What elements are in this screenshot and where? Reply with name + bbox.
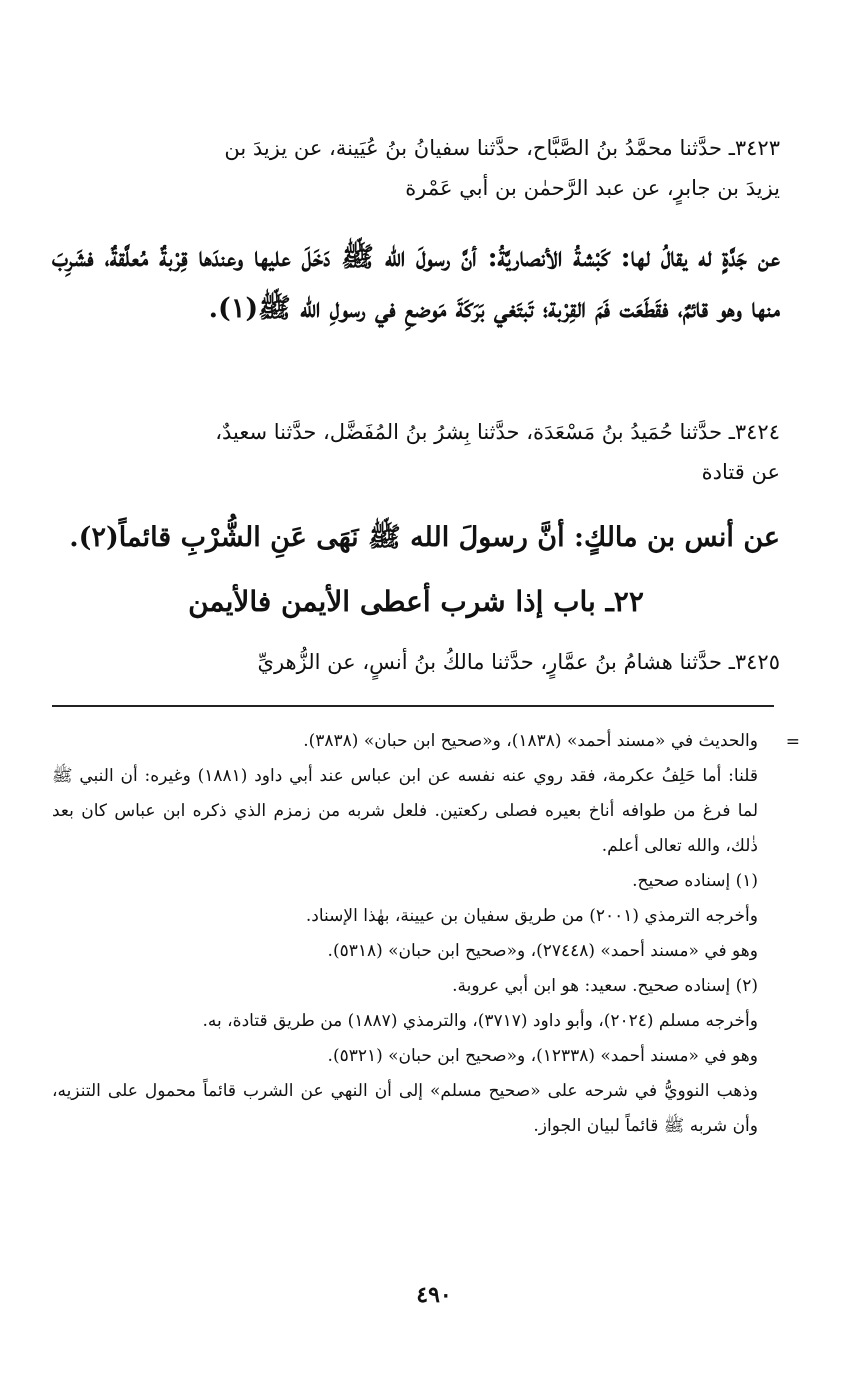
footnote-line: وأخرجه مسلم (٢٠٢٤)، وأبو داود (٣٧١٧)، والترمذي (١٨٨٧) من طريق قتادة، به.: [202, 1011, 758, 1031]
footnote-separator: [52, 705, 774, 707]
isnad-line: ٣٤٢٥ـ حدَّثنا هشامُ بنُ عمَّارٍ، حدَّثنا مالكُ بنُ أنسٍ، عن الزُّهريِّ: [257, 650, 780, 674]
isnad-line: عن قتادة: [701, 460, 780, 484]
footnote-line: وهو في «مسند أحمد» (١٢٣٣٨)، و«صحيح ابن حبان» (٥٣٢١).: [327, 1046, 758, 1066]
footnote-line: قلنا: أما حَلِفُ عكرمة، فقد روي عنه نفسه عن ابن عباس عند أبي داود (١٨٨١) وغيره: أن النبي ﷺ لما فرغ من طوافه أناخ بعيره فصلى ركعتين. فلعل شربه من زمزم الذي ذكره ابن عباس كان بعد ذٰلك، والله تعالى أعلم.: [52, 766, 758, 856]
hadith-3423-matn: عن جَدَّةٍ له يقالُ لها: كَبْشةُ الأنصاريَّةُ: أنَّ رسولَ الله ﷺ دَخَلَ عليها وعندَها قِرْبةٌ مُعلَّقةٌ، فشَرِبَ منها وهو قائمٌ، فقَطَعَت فَمَ القِرْبة؛ تَبتَغي بَرَكَةَ مَوضعِ في رسولِ الله ﷺ(١).: [52, 242, 780, 324]
footnote-line: والحديث في «مسند أحمد» (١٨٣٨)، و«صحيح ابن حبان» (٣٨٣٨).: [303, 731, 758, 751]
hadith-3424-matn: عن أنس بن مالكٍ: أنَّ رسولَ الله ﷺ نَهَى عَنِ الشُّرْبِ قائماً(٢).: [69, 522, 780, 553]
continuation-mark: =: [785, 732, 800, 752]
footnote-line: وهو في «مسند أحمد» (٢٧٤٤٨)، و«صحيح ابن حبان» (٥٣١٨).: [327, 941, 758, 961]
isnad-line: ٣٤٢٣ـ حدَّثنا محمَّدُ بنُ الصَّبَّاح، حدَّثنا سفيانُ بنُ عُيَينة، عن يزيدَ بن: [224, 136, 780, 160]
page-number: ٤٩٠: [416, 1282, 452, 1308]
hadith-3425-isnad: [52, 642, 780, 682]
isnad-line: يزيدَ بن جابرٍ، عن عبد الرَّحمٰن بن أبي عَمْرة: [405, 176, 780, 200]
footnote-line: وذهب النوويُّ في شرحه على «صحيح مسلم» إلى أن النهي عن الشرب قائماً محمول على التنزيه، وأن شربه ﷺ قائماً لبيان الجواز.: [52, 1081, 758, 1136]
isnad-line: ٣٤٢٤ـ حدَّثنا حُمَيدُ بنُ مَسْعَدَة، حدَّثنا بِشرُ بنُ المُفَضَّل، حدَّثنا سعيدٌ،: [215, 420, 780, 444]
hadith-3424-isnad: [52, 412, 780, 492]
footnote-line: (٢) إسناده صحيح. سعيد: هو ابن أبي عروبة.: [452, 976, 758, 996]
hadith-3423-isnad: [52, 128, 780, 208]
chapter-heading: ٢٢ـ باب إذا شرب أعطى الأيمن فالأيمن: [188, 585, 644, 618]
footnote-line: (١) إسناده صحيح.: [632, 871, 758, 891]
footnotes: [52, 724, 780, 1144]
footnote-line: وأخرجه الترمذي (٢٠٠١) من طريق سفيان بن عيينة، بهٰذا الإسناد.: [305, 906, 758, 926]
